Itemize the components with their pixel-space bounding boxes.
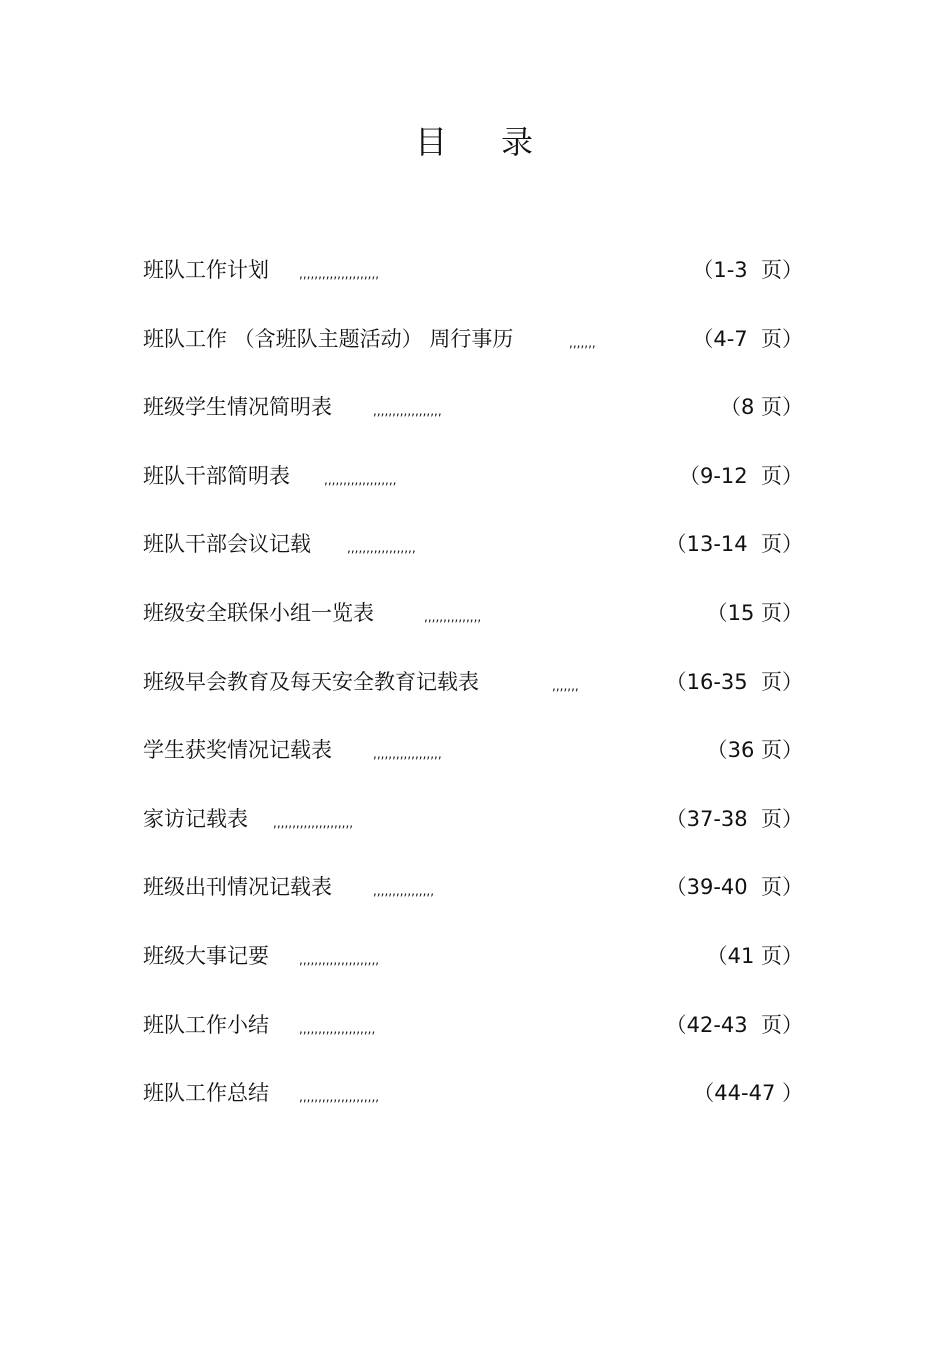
toc-entry[interactable] — [143, 252, 803, 321]
toc-entry-label: 家访记载表 — [143, 806, 248, 831]
toc-entry-label: 班级早会教育及每天安全教育记载表 — [143, 669, 479, 694]
toc-entry-leader: ,,,,,,,,,,,,,,,,,,, — [324, 472, 397, 487]
toc-entry[interactable] — [143, 1007, 803, 1076]
toc-entry-label: 班队工作 （含班队主题活动） 周行事历 — [143, 326, 514, 351]
page-title — [0, 122, 950, 162]
toc-entry-label: 班级出刊情况记载表 — [143, 875, 332, 900]
toc-entry-leader: ,,,,,,, — [552, 678, 579, 693]
toc-entry[interactable] — [143, 321, 803, 390]
toc-entry[interactable] — [143, 938, 803, 1007]
toc-entry-leader: ,,,,,,,,,,,,,,,,,, — [347, 541, 416, 556]
toc-entry-page: （16-35 页） — [665, 669, 803, 694]
toc-entry-page: （9-12 页） — [678, 463, 803, 488]
toc-entry-page: （8 页） — [719, 395, 803, 420]
toc-entry-label: 学生获奖情况记载表 — [143, 738, 332, 763]
toc-entry-leader: ,,,,,,,,,,,,,,,,,,,, — [299, 1021, 376, 1036]
toc-entry-leader: ,,,,,,,,,,,,,,,,,,,,, — [299, 267, 380, 281]
toc-entry[interactable] — [143, 869, 803, 938]
toc-entry-page: （44-47 ） — [693, 1081, 803, 1106]
title-char-2: 录 — [501, 123, 536, 161]
toc-entry-page: （1-3 页） — [692, 258, 803, 282]
toc-entry-label: 班级安全联保小组一览表 — [143, 600, 374, 625]
toc-entry-leader: ,,,,,,,,,,,,,,, — [424, 609, 482, 624]
toc-entry[interactable] — [143, 389, 803, 458]
toc-entry-leader: ,,,,,,, — [569, 335, 596, 350]
toc-entry-page: （37-38 页） — [665, 806, 803, 831]
toc-entry-label: 班队工作小结 — [143, 1012, 269, 1037]
toc-entry-label: 班级大事记要 — [143, 943, 269, 968]
toc-entry-page: （4-7 页） — [692, 326, 803, 351]
toc-entry-label: 班级学生情况简明表 — [143, 395, 332, 420]
toc-entry-leader: ,,,,,,,,,,,,,,,,,,,,, — [299, 952, 380, 967]
toc-entry-page: （13-14 页） — [665, 532, 803, 557]
table-of-contents — [143, 252, 803, 1144]
title-char-1: 目 — [414, 123, 449, 161]
toc-entry[interactable] — [143, 526, 803, 595]
toc-entry-label: 班队干部会议记载 — [143, 532, 311, 557]
toc-entry-label: 班队工作总结 — [143, 1081, 269, 1106]
toc-entry-page: （42-43 页） — [665, 1012, 803, 1037]
toc-entry-label: 班队干部简明表 — [143, 463, 290, 488]
toc-entry-page: （41 页） — [706, 943, 803, 968]
toc-entry-page: （15 页） — [706, 600, 803, 625]
toc-entry-leader: ,,,,,,,,,,,,,,,,,,,,, — [299, 1090, 380, 1105]
toc-entry-label: 班队工作计划 — [143, 258, 269, 282]
toc-entry[interactable] — [143, 801, 803, 870]
toc-entry-leader: ,,,,,,,,,,,,,,,, — [373, 884, 435, 899]
toc-entry-leader: ,,,,,,,,,,,,,,,,,, — [373, 747, 442, 762]
toc-entry-page: （36 页） — [706, 738, 803, 763]
toc-entry-leader: ,,,,,,,,,,,,,,,,,,,,, — [273, 815, 354, 830]
toc-entry[interactable] — [143, 664, 803, 733]
toc-entry-leader: ,,,,,,,,,,,,,,,,,, — [373, 404, 442, 419]
toc-entry[interactable] — [143, 732, 803, 801]
toc-entry[interactable] — [143, 595, 803, 664]
toc-entry-page: （39-40 页） — [665, 875, 803, 900]
toc-entry[interactable] — [143, 458, 803, 527]
toc-entry[interactable] — [143, 1075, 803, 1144]
